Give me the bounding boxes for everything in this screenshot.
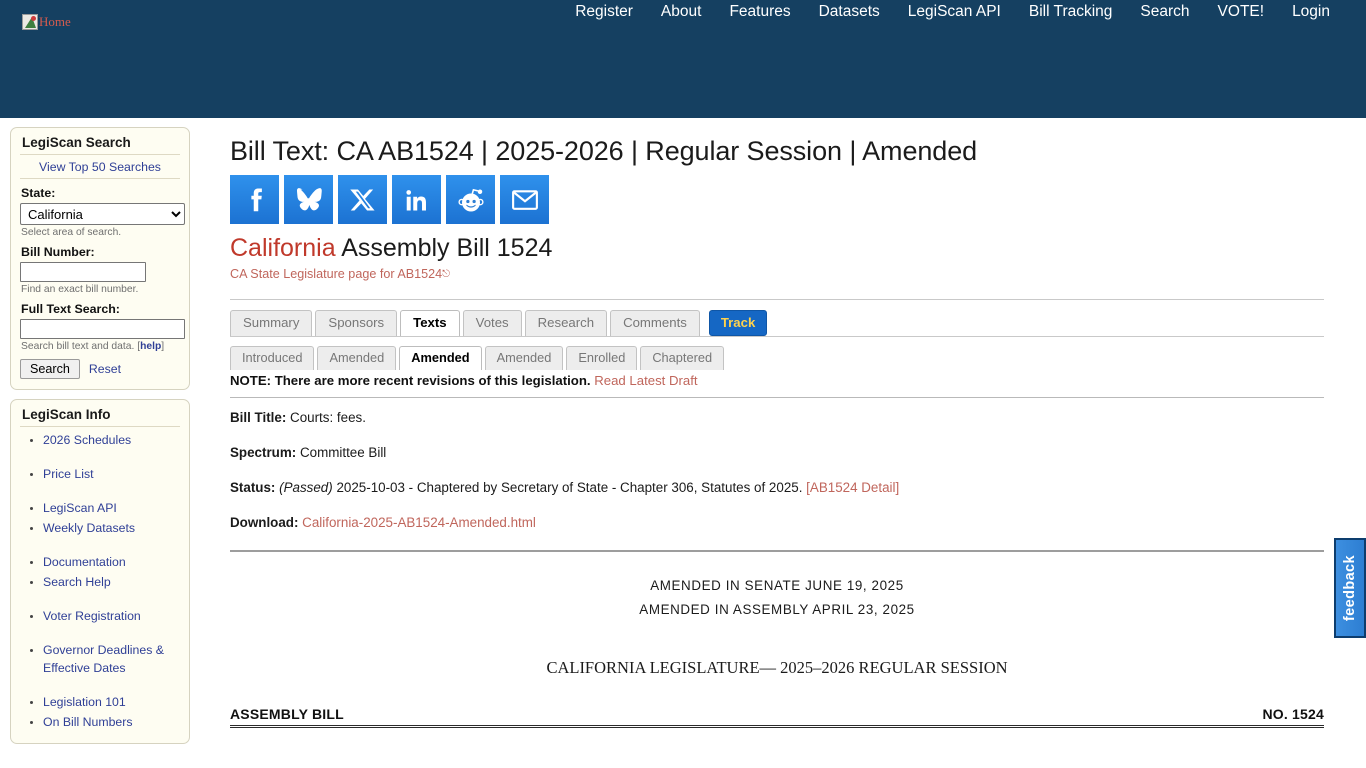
bluesky-share-icon[interactable] <box>284 175 333 224</box>
nav-link-features[interactable]: Features <box>729 3 791 20</box>
state-hint: Select area of search. <box>21 227 122 238</box>
text-version-tabs <box>230 346 1324 370</box>
info-link-2026-schedules[interactable]: 2026 Schedules <box>43 433 132 447</box>
info-link-voter-registration[interactable]: Voter Registration <box>43 609 141 623</box>
broken-image-icon <box>22 14 38 30</box>
state-legislature-link[interactable] <box>230 267 450 281</box>
info-link-weekly-datasets[interactable]: Weekly Datasets <box>43 521 136 535</box>
info-list-item <box>24 713 180 731</box>
text-version-tab-2-amended[interactable]: Amended <box>399 346 481 370</box>
info-link-documentation[interactable]: Documentation <box>43 555 126 569</box>
track-button[interactable]: Track <box>709 310 767 336</box>
linkedin-share-icon[interactable] <box>392 175 441 224</box>
info-list-item <box>24 499 180 517</box>
search-panel-title: LegiScan Search <box>20 134 180 155</box>
home-logo-link[interactable] <box>22 14 71 30</box>
info-link-governor-deadlines-effective-dates[interactable]: Governor Deadlines & Effective Dates <box>43 643 164 675</box>
page-title: Bill Text: CA AB1524 | 2025-2026 | Regular Session | Amended <box>230 136 978 166</box>
bill-title-row <box>230 410 1324 425</box>
full-text-search-hint-text: Search bill text and data. <box>21 341 135 352</box>
bill-number-input[interactable] <box>20 262 146 282</box>
main-content <box>200 118 1366 768</box>
info-list-item <box>24 519 180 537</box>
text-version-tab-3-amended[interactable]: Amended <box>485 346 564 370</box>
text-version-tab-1-amended[interactable]: Amended <box>317 346 396 370</box>
bill-number-label-right: NO. 1524 <box>1262 706 1324 722</box>
nav-link-legiscan-api[interactable]: LegiScan API <box>907 3 1001 20</box>
view-top-50-searches <box>20 159 180 179</box>
bill-number-label: Bill Number: <box>21 245 95 259</box>
feedback-tab[interactable] <box>1334 538 1366 638</box>
search-help-link[interactable]: help <box>140 341 162 352</box>
nav-link-register[interactable]: Register <box>575 3 633 20</box>
info-list-item <box>24 693 180 711</box>
nav-link-datasets[interactable]: Datasets <box>818 3 880 20</box>
info-link-legislation-101[interactable]: Legislation 101 <box>43 695 126 709</box>
revision-note-text: NOTE: There are more recent revisions of this legislation. <box>230 373 591 388</box>
legiscan-info-panel <box>10 399 190 744</box>
legislature-session-line: CALIFORNIA LEGISLATURE— 2025–2026 REGULAR SESSION <box>546 658 1008 677</box>
nav-link-search[interactable]: Search <box>1140 3 1190 20</box>
spectrum-label: Spectrum: <box>230 445 297 460</box>
text-version-tab-4-enrolled[interactable]: Enrolled <box>566 346 637 370</box>
nav-link-vote[interactable]: VOTE! <box>1217 3 1265 20</box>
read-latest-draft-link[interactable]: Read Latest Draft <box>594 373 698 388</box>
download-link[interactable]: California-2025-AB1524-Amended.html <box>302 515 536 530</box>
state-legislature-link-text: CA State Legislature page for AB1524 <box>230 267 443 281</box>
facebook-share-icon[interactable] <box>230 175 279 224</box>
tab-comments[interactable]: Comments <box>610 310 700 336</box>
home-logo-alt-text: Home <box>39 14 71 29</box>
info-list-item <box>24 641 180 677</box>
bill-title-value: Courts: fees. <box>290 410 366 425</box>
primary-tabs-underline <box>230 336 1324 337</box>
download-row <box>230 515 1324 530</box>
spectrum-row <box>230 445 1324 460</box>
full-text-search-input[interactable] <box>20 319 185 339</box>
info-link-list <box>20 431 180 731</box>
tab-texts[interactable]: Texts <box>400 310 459 336</box>
full-text-search-label: Full Text Search: <box>21 302 120 316</box>
info-link-on-bill-numbers[interactable]: On Bill Numbers <box>43 715 133 729</box>
text-version-tab-5-chaptered[interactable]: Chaptered <box>640 346 724 370</box>
search-actions <box>20 359 180 379</box>
nav-link-about[interactable]: About <box>660 3 702 20</box>
info-list-item <box>24 465 180 483</box>
nav-link-bill-tracking[interactable]: Bill Tracking <box>1028 3 1113 20</box>
status-label: Status: <box>230 480 276 495</box>
status-passed-flag: (Passed) <box>279 480 333 495</box>
text-version-tab-0-introduced[interactable]: Introduced <box>230 346 314 370</box>
email-share-icon[interactable] <box>500 175 549 224</box>
info-link-legiscan-api[interactable]: LegiScan API <box>43 501 117 515</box>
info-list-item <box>24 607 180 625</box>
bill-state-name: California <box>230 234 336 262</box>
bill-document <box>230 552 1324 728</box>
social-share-row <box>230 175 1324 224</box>
nav-link-login[interactable]: Login <box>1292 3 1330 20</box>
bill-type-label: ASSEMBLY BILL <box>230 706 344 722</box>
site-header <box>0 0 1366 118</box>
top-navigation <box>561 0 1344 24</box>
info-link-price-list[interactable]: Price List <box>43 467 94 481</box>
page-body <box>0 118 1366 768</box>
bill-heading-rest: Assembly Bill 1524 <box>341 234 553 262</box>
primary-tabs <box>230 310 1324 336</box>
status-row <box>230 480 1324 495</box>
revision-note <box>230 373 1324 388</box>
tab-sponsors[interactable]: Sponsors <box>315 310 397 336</box>
full-text-search-hint: Search bill text and data. [help] <box>21 341 165 352</box>
view-top-50-searches-link[interactable]: View Top 50 Searches <box>39 160 161 174</box>
bill-title-label: Bill Title: <box>230 410 287 425</box>
spectrum-value: Committee Bill <box>299 445 387 460</box>
info-list-item <box>24 553 180 571</box>
info-link-search-help[interactable]: Search Help <box>43 575 111 589</box>
status-value: 2025-10-03 - Chaptered by Secretary of State - Chapter 306, Statutes of 2025. <box>336 480 803 495</box>
state-label: State: <box>21 186 56 200</box>
bill-detail-link[interactable]: [AB1524 Detail] <box>806 480 900 495</box>
legiscan-search-panel <box>10 127 190 390</box>
download-label: Download: <box>230 515 299 530</box>
bill-number-bar <box>230 706 1324 728</box>
reddit-share-icon[interactable] <box>446 175 495 224</box>
sidebar <box>0 118 200 768</box>
tab-summary[interactable]: Summary <box>230 310 312 336</box>
bill-number-hint: Find an exact bill number. <box>21 284 139 295</box>
search-button[interactable]: Search <box>20 359 80 379</box>
external-link-icon: ⎋ <box>442 269 451 280</box>
tab-research[interactable]: Research <box>525 310 607 336</box>
divider-above-tabs <box>230 299 1324 300</box>
bill-heading <box>230 234 1324 263</box>
info-panel-title: LegiScan Info <box>20 406 180 427</box>
feedback-tab-label: feedback <box>1342 554 1358 622</box>
info-list-item <box>24 431 180 449</box>
amended-in-senate-line: AMENDED IN SENATE JUNE 19, 2025 <box>650 578 904 593</box>
amended-in-assembly-line: AMENDED IN ASSEMBLY APRIL 23, 2025 <box>639 602 915 617</box>
reset-link[interactable]: Reset <box>88 362 122 376</box>
info-list-item <box>24 573 180 591</box>
tab-votes[interactable]: Votes <box>463 310 522 336</box>
x-share-icon[interactable] <box>338 175 387 224</box>
divider-below-note <box>230 397 1324 398</box>
state-select[interactable] <box>20 203 185 225</box>
